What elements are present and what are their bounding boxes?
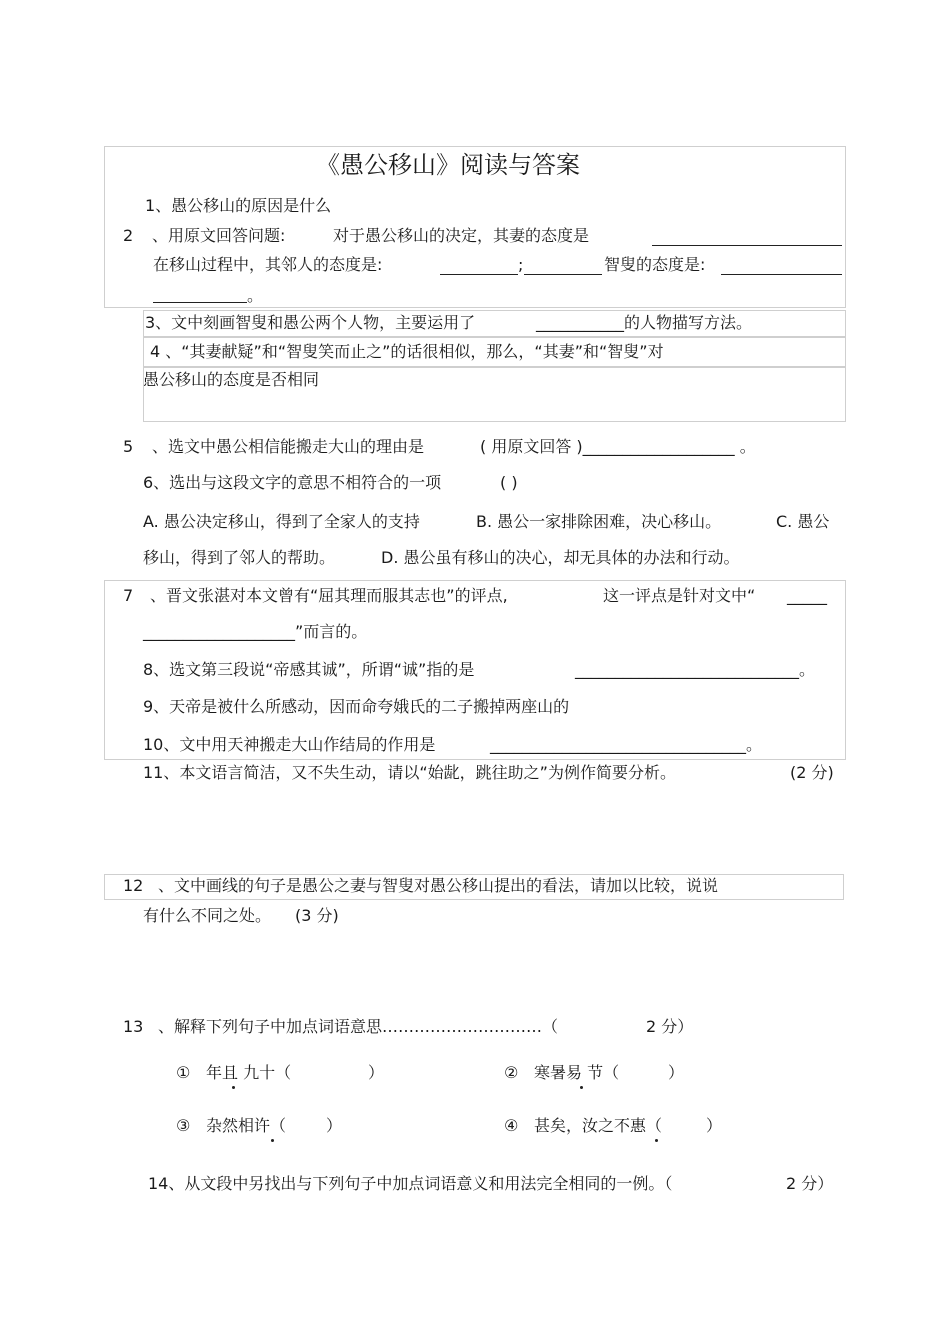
answer-blank-2c[interactable] — [524, 274, 602, 275]
item-3-close: ） — [326, 1116, 343, 1135]
item-4-close: ） — [706, 1116, 723, 1135]
question-3-text: 3、文中刻画智叟和愚公两个人物，主要运用了 — [145, 313, 476, 332]
item-1-close: ） — [368, 1063, 385, 1082]
question-11-score: (2 分) — [790, 763, 834, 782]
question-2-number: 2 — [123, 226, 134, 245]
question-5-number: 5 — [123, 437, 134, 456]
answer-blank-2b[interactable] — [440, 274, 518, 275]
item-4-mark: ④ — [504, 1116, 519, 1135]
question-12-score: (3 分) — [295, 906, 339, 925]
question-13-score: 2 分） — [646, 1017, 694, 1036]
emphasis-dot — [655, 1139, 658, 1142]
emphasis-dot — [580, 1086, 583, 1089]
question-7-line2: ___________________”而言的。 — [143, 622, 368, 641]
answer-blank-2d[interactable] — [721, 274, 842, 275]
question-5-text: 、选文中愚公相信能搬走大山的理由是 — [152, 437, 425, 456]
question-13-text: 、解释下列句子中加点词语意思…………………………（ — [158, 1017, 559, 1036]
option-c-start: C. 愚公 — [776, 512, 830, 531]
item-4-text: 甚矣，汝之不惠（ — [534, 1116, 663, 1135]
option-c-end: 移山，得到了邻人的帮助。 — [143, 548, 336, 567]
question-14-text: 14、从文段中另找出与下列句子中加点词语意义和用法完全相同的一例。（ — [148, 1174, 673, 1193]
item-1-text: 年且 九十（ — [206, 1063, 292, 1082]
question-4-line1: 4 、“其妻献疑”和“智叟笑而止之”的话很相似，那么，“其妻”和“智叟”对 — [150, 342, 664, 361]
question-1: 1、愚公移山的原因是什么 — [145, 196, 332, 215]
item-3-text: 杂然相许（ — [206, 1116, 287, 1135]
option-a: A. 愚公决定移山，得到了全家人的支持 — [143, 512, 420, 531]
answer-blank-2a[interactable] — [652, 245, 842, 246]
answer-blank-2e[interactable] — [153, 302, 247, 303]
question-7-blank: _____ — [787, 586, 827, 605]
question-5-blank: ( 用原文回答 )___________________ 。 — [480, 437, 756, 456]
item-2-close: ） — [668, 1063, 685, 1082]
question-6-text: 6、选出与这段文字的意思不相符合的一项 — [143, 473, 442, 492]
emphasis-dot — [232, 1086, 235, 1089]
question-9: 9、天帝是被什么所感动，因而命夸娥氏的二子搬掉两座山的 — [143, 697, 570, 716]
question-2-line2a: 在移山过程中，其邻人的态度是: — [153, 255, 383, 274]
item-2-mark: ② — [504, 1063, 519, 1082]
question-3-blank: ___________的人物描写方法。 — [536, 313, 753, 332]
item-3-mark: ③ — [176, 1116, 191, 1135]
question-11-text: 11、本文语言简洁，又不失生动，请以“始龀，跳往助之”为例作简要分析。 — [143, 763, 676, 782]
emphasis-dot — [271, 1139, 274, 1142]
option-b: B. 愚公一家排除困难，决心移山。 — [476, 512, 722, 531]
question-8-blank: ____________________________。 — [575, 660, 816, 679]
question-7-text-b: 这一评点是针对文中“ — [603, 586, 756, 605]
question-4-line2: 愚公移山的态度是否相同 — [143, 370, 320, 389]
question-6-paren: ( ) — [500, 473, 518, 492]
question-7-text: 、晋文张湛对本文曾有“屈其理而服其志也”的评点, — [150, 586, 508, 605]
question-10-text: 10、文中用天神搬走大山作结局的作用是 — [143, 735, 436, 754]
question-2-semicolon: ; — [518, 255, 524, 274]
question-13-number: 13 — [123, 1017, 144, 1036]
option-d: D. 愚公虽有移山的决心，却无具体的办法和行动。 — [381, 548, 740, 567]
page-title: 《愚公移山》阅读与答案 — [316, 151, 580, 179]
question-14-score: 2 分） — [786, 1174, 834, 1193]
item-1-mark: ① — [176, 1063, 191, 1082]
question-10-blank: ________________________________。 — [490, 735, 763, 754]
item-2-text: 寒暑易 节（ — [534, 1063, 620, 1082]
question-12-line1: 、文中画线的句子是愚公之妻与智叟对愚公移山提出的看法，请加以比较，说说 — [158, 876, 719, 895]
question-2-part1: 、用原文回答问题: — [152, 226, 286, 245]
question-12-number: 12 — [123, 876, 144, 895]
question-2-part2: 对于愚公移山的决定，其妻的态度是 — [333, 226, 590, 245]
question-2-line2b: 智叟的态度是: — [604, 255, 706, 274]
question-7-number: 7 — [123, 586, 134, 605]
question-12-line2: 有什么不同之处。 — [143, 906, 272, 925]
question-2-end: 。 — [247, 286, 264, 305]
question-8-text: 8、选文第三段说“帝感其诚”，所谓“诚”指的是 — [143, 660, 475, 679]
